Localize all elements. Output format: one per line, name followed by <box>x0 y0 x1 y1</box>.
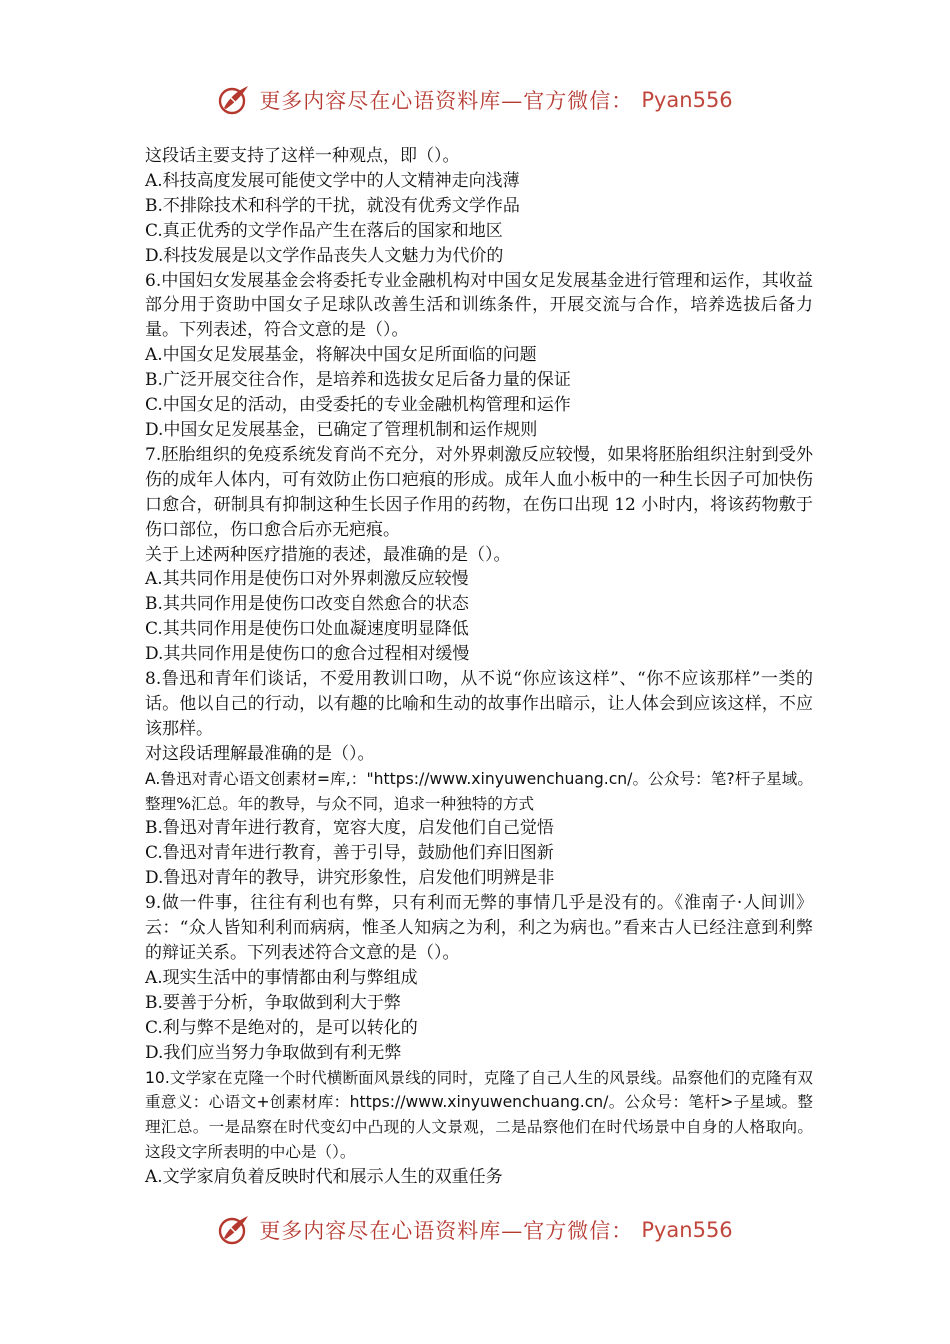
banner-wechat-id: Pyan556 <box>641 1218 733 1242</box>
header-banner <box>0 80 950 120</box>
line: A.中国女足发展基金，将解决中国女足所面临的问题 <box>145 345 537 366</box>
banner-text: 更多内容尽在心语资料库—官方微信： <box>259 1219 634 1243</box>
line: B.要善于分析，争取做到利大于弊 <box>145 992 401 1013</box>
line: 关于上述两种医疗措施的表述，最准确的是（）。 <box>145 544 511 565</box>
line: 9.做一件事，往往有利也有弊，只有利而无弊的事情几乎是没有的。《淮南子·人间训》云：“众人皆知利利而病病，惟圣人知病之为利，利之为病也。”看来古人已经注意到利弊的辩证关系。下列表述符合文意的是（）。 <box>145 893 813 963</box>
line: D.中国女足发展基金，已确定了管理机制和运作规则 <box>145 419 538 440</box>
line: 6.中国妇女发展基金会将委托专业金融机构对中国女足发展基金进行管理和运作，其收益部分用于资助中国女子足球队改善生活和训练条件，开展交流与合作，培养选拔后备力量。下列表述，符合文意的是（）。 <box>145 270 813 341</box>
line: 7.胚胎组织的免疫系统发育尚不充分，对外界刺激反应较慢，如果将胚胎组织注射到受外伤的成年人体内，可有效防止伤口疤痕的形成。成年人血小板中的一种生长因子可加快伤口愈合，研制具有抑制这种生长因子作用的药物，在伤口出现 12 小时内，将该药物敷于伤口部位，伤口愈合后亦无疤痕。 <box>145 444 813 540</box>
line: A.现实生活中的事情都由利与弊组成 <box>145 967 418 988</box>
quill-logo-icon <box>217 83 251 117</box>
line: C.利与弊不是绝对的，是可以转化的 <box>145 1017 418 1038</box>
line: C.真正优秀的文学作品产生在落后的国家和地区 <box>145 220 503 241</box>
line: D.其共同作用是使伤口的愈合过程相对缓慢 <box>145 644 470 665</box>
quill-logo-icon <box>217 1213 251 1247</box>
line: 10.文学家在克隆一个时代横断面风景线的同时，克隆了自己人生的风景线。品察他们的克隆有双重意义：心语文+创素材库：https://www.xinyuwenchuang.cn/。公众号：笔杆>子星域。整理汇总。一是品察在时代变幻中凸现的人文景观，二是品察他们在时代场景中自身的人格取向。这段文字所表明的中心是（）。 <box>145 1068 813 1162</box>
line: D.鲁迅对青年的教导，讲究形象性，启发他们明辨是非 <box>145 868 555 889</box>
line: C.中国女足的活动，由受委托的专业金融机构管理和运作 <box>145 395 571 416</box>
line: A.鲁迅对青心语文创素材=库,："https://www.xinyuwenchuang.cn/。公众号：笔?杆子星域。整理%汇总。年的教导，与众不同，追求一种独特的方式 <box>145 769 813 813</box>
banner-text: 更多内容尽在心语资料库—官方微信： <box>259 89 634 113</box>
line: A.科技高度发展可能使文学中的人文精神走向浅薄 <box>145 170 520 191</box>
line: 这段话主要支持了这样一种观点，即（）。 <box>145 146 460 166</box>
footer-banner <box>0 1210 950 1250</box>
line: D.科技发展是以文学作品丧失人文魅力为代价的 <box>145 245 504 266</box>
line: B.不排除技术和科学的干扰，就没有优秀文学作品 <box>145 195 520 216</box>
line: 对这段话理解最准确的是（）。 <box>145 743 375 764</box>
line: C.鲁迅对青年进行教育，善于引导，鼓励他们弃旧图新 <box>145 843 554 864</box>
line: D.我们应当努力争取做到有利无弊 <box>145 1042 402 1063</box>
line: B.鲁迅对青年进行教育，宽容大度，启发他们自己觉悟 <box>145 818 554 839</box>
line: B.广泛开展交往合作，是培养和选拔女足后备力量的保证 <box>145 370 571 391</box>
line: C.其共同作用是使伤口处血凝速度明显降低 <box>145 619 469 640</box>
line: B.其共同作用是使伤口改变自然愈合的状态 <box>145 594 469 615</box>
line: A.文学家肩负着反映时代和展示人生的双重任务 <box>145 1167 503 1188</box>
line: A.其共同作用是使伤口对外界刺激反应较慢 <box>145 569 469 590</box>
line: 8.鲁迅和青年们谈话，不爱用教训口吻，从不说“你应该这样”、“你不应该那样”一类的话。他以自己的行动，以有趣的比喻和生动的故事作出暗示，让人体会到应该这样，不应该那样。 <box>145 669 813 739</box>
banner-wechat-id: Pyan556 <box>641 88 733 112</box>
document-body <box>145 144 813 1190</box>
